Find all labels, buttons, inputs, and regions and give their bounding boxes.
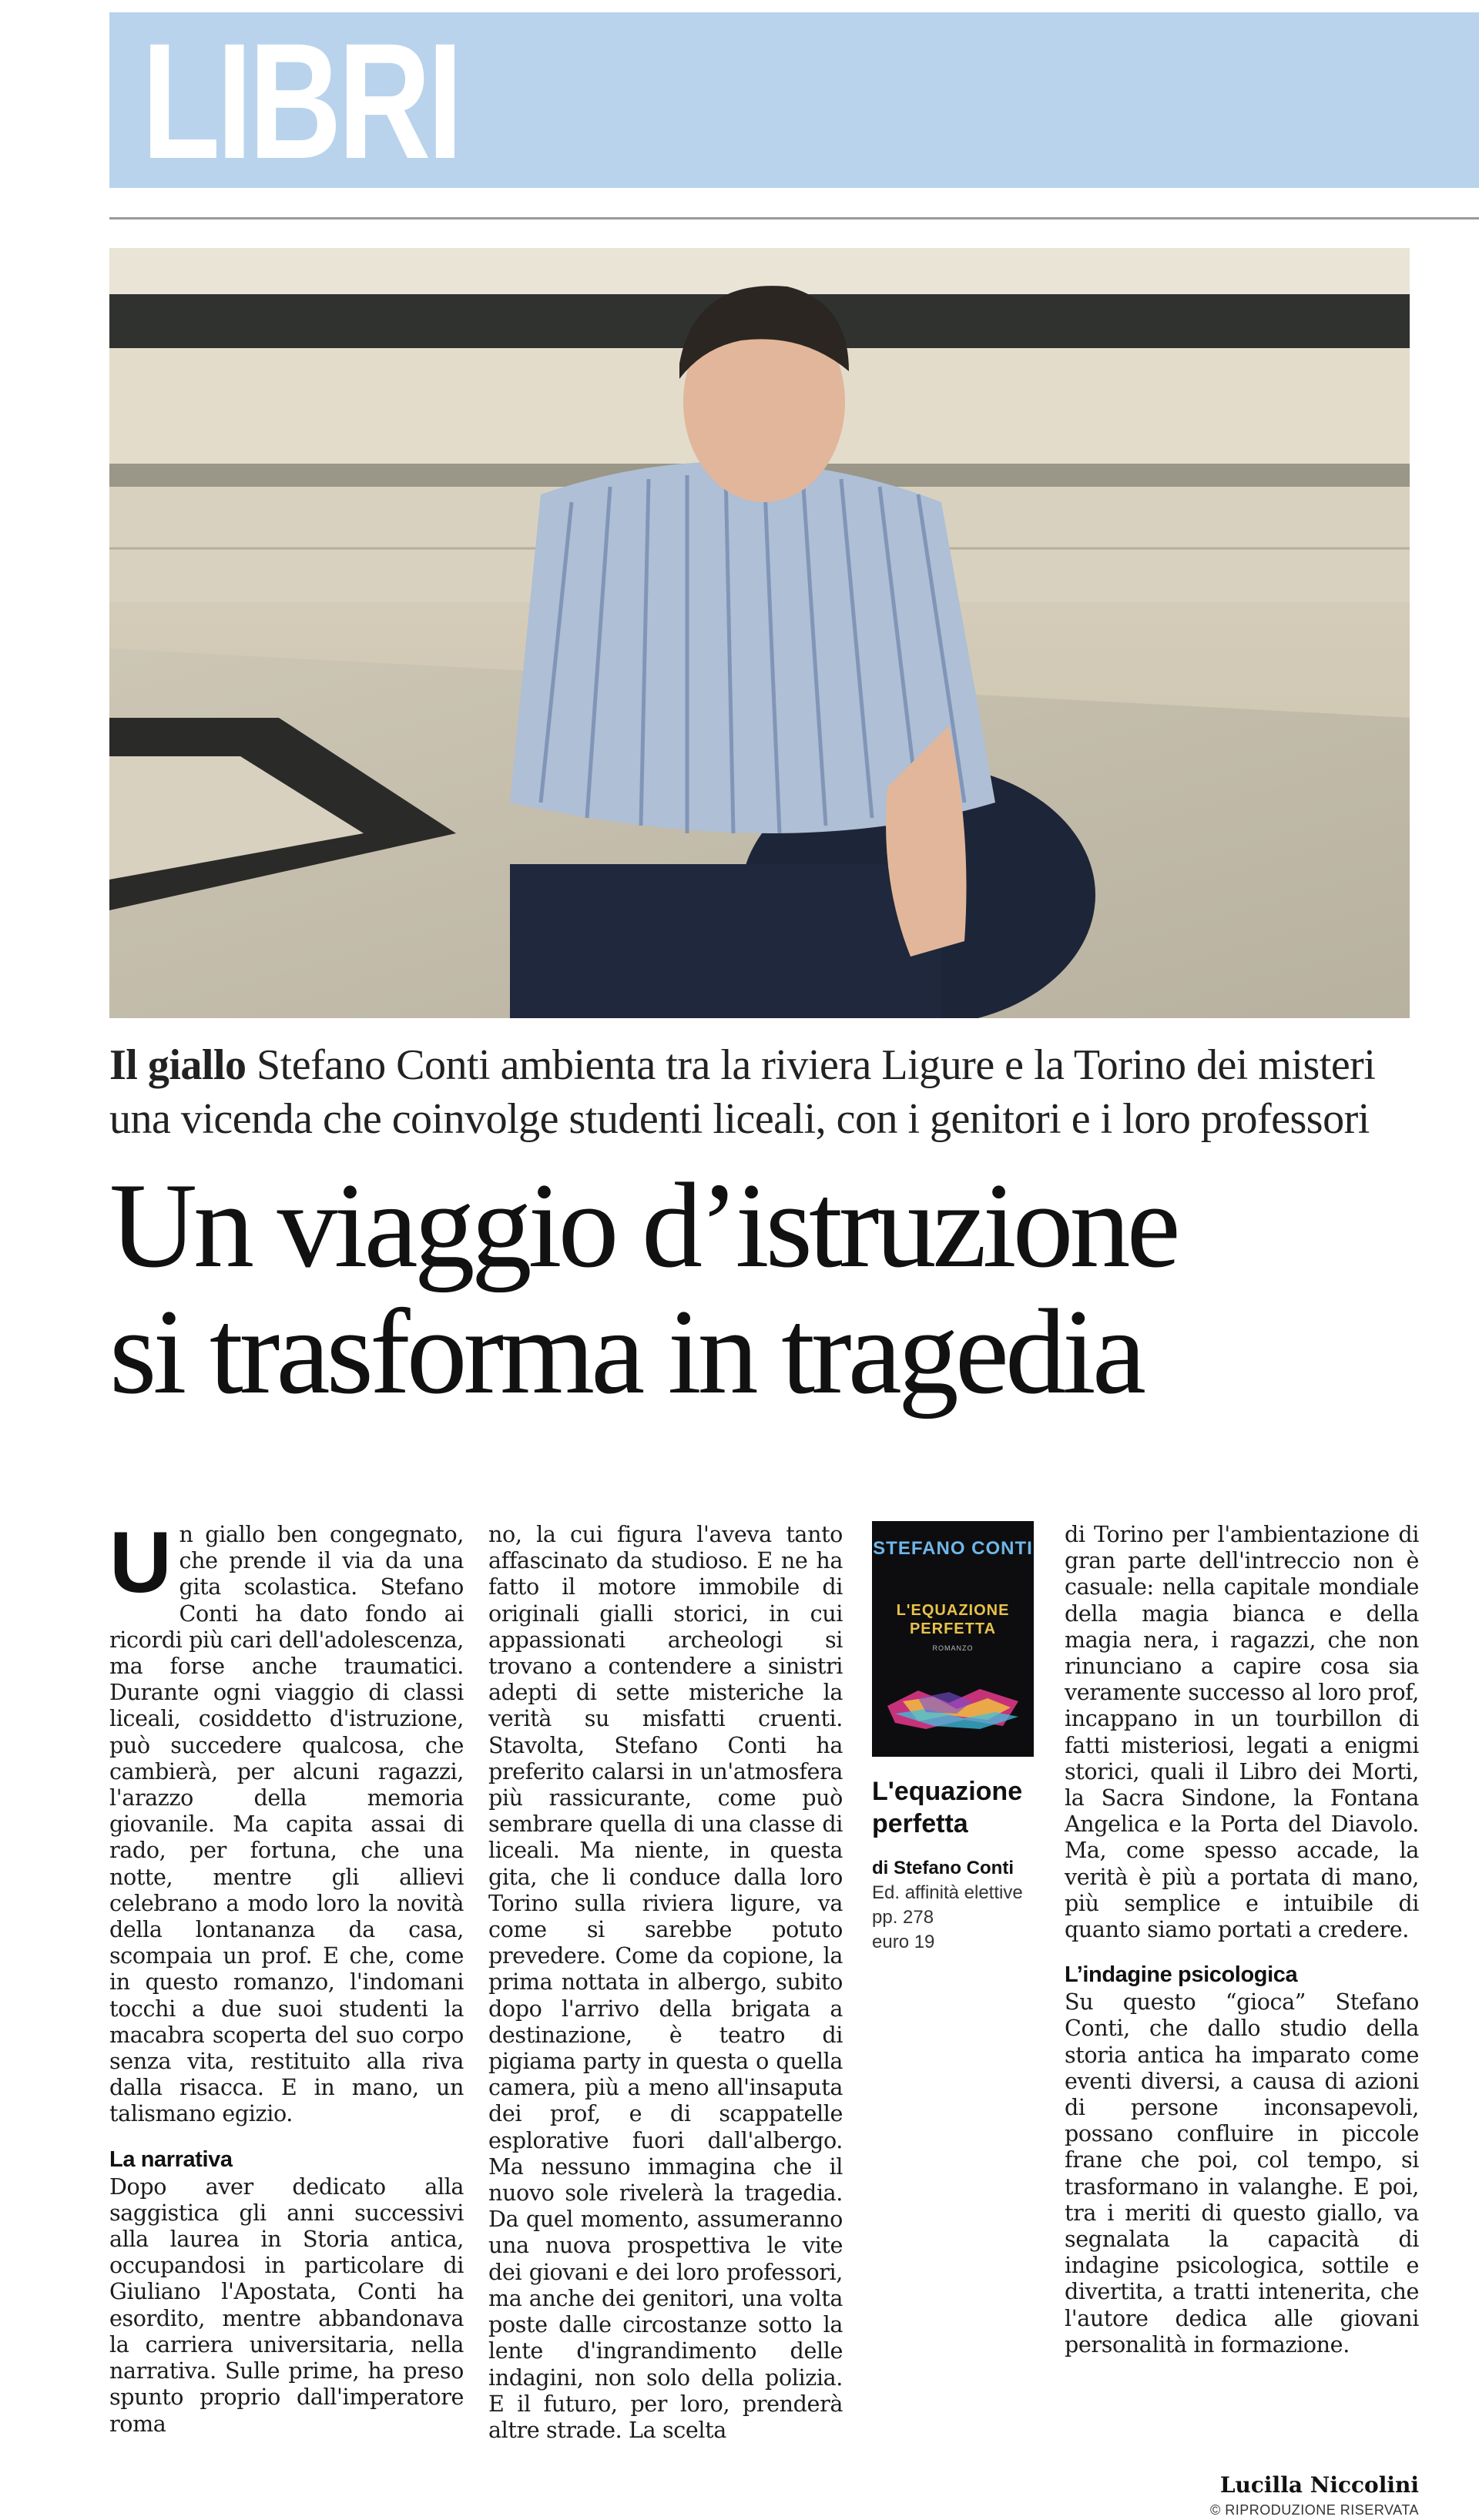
cover-art-icon <box>872 1652 1034 1757</box>
book-publisher: Ed. affinità elettive <box>872 1882 1023 1903</box>
cover-author: STEFANO CONTI <box>873 1538 1033 1559</box>
headline-line-2: si trasforma in tragedia <box>109 1285 1142 1419</box>
book-meta <box>872 1881 1049 1955</box>
book-cover <box>872 1521 1034 1757</box>
byline: Lucilla Niccolini <box>1219 2472 1419 2498</box>
article-paragraph-3: di Torino per l'ambientazione di gran parte dell'intreccio non è casuale: nella capitale mondiale della magia bianca e della magia nera, i ragazzi, che non rinunciano a capire cosa sia veramente successo al loro prof, incappano in un tourbillon di fatti misteriosi, legati a enigmi storici, quali il Libro dei Morti, la Sacra Sindone, la Fontana Angelica e la Porta del Diavolo. Ma, come spesso accade, la verità è più a portata di mano, più semplice e intuibile di quanto siamo portati a credere. <box>1065 1521 1419 1943</box>
book-price: euro 19 <box>872 1932 935 1952</box>
dropcap: U <box>109 1514 172 1610</box>
article-paragraph-1 <box>109 1514 464 2127</box>
article-paragraph-2: Dopo aver dedicato alla saggistica gli anni successivi alla laurea in Storia antica, occupandosi in particolare di Giuliano l'Apostata, Conti ha esordito, mentre abbandonava la carriera universitaria, nella narrativa. Sulle prime, ha preso spunto proprio dall'imperatore roma <box>109 2173 464 2437</box>
kicker <box>109 1038 1419 1146</box>
subhead-indagine: L’indagine psicologica <box>1065 1962 1298 1988</box>
subhead-narrativa: La narrativa <box>109 2146 233 2172</box>
headline-line-1: Un viaggio d’istruzione <box>109 1158 1177 1293</box>
article-column-1 <box>109 1514 464 2437</box>
cover-title: L'EQUAZIONE PERFETTA <box>896 1602 1010 1637</box>
cover-genre: ROMANZO <box>932 1644 974 1652</box>
book-author: di Stefano Conti <box>872 1858 1014 1878</box>
headline <box>109 1158 1465 1419</box>
author-photo <box>109 248 1410 1018</box>
article-paragraph-4: Su questo “gioca” Stefano Conti, che dallo studio della storia antica ha imparato come eventi diversi, a causa di azioni di persone inconsapevoli, possano confluire in piccole frane che poi, col tempo, si trasformano in valanghe. E poi, tra i meriti di questo giallo, va segnalata la capacità di indagine psicologica, sottile e divertita, a tratti intenerita, che l'autore dedica alle giovani personalità in formazione. <box>1065 1989 1419 2357</box>
paragraph-1-text: n giallo ben congegnato, che prende il via da una gita scolastica. Stefano Conti ha dato fondo ai ricordi più cari dell'adolescenza, ma forse anche traumatici. Durante ogni viaggio di classi liceali, cosiddetto d'istruzione, può succedere qualcosa, che cambierà, per alcuni ragazzi, l'arazzo della memoria giovanile. Ma capita assai di rado, per fortuna, che una notte, mentre gli allievi celebrano a modo loro la novità della lontananza da casa, scompaia un prof. E che, come in questo romanzo, l'indomani tocchi a due suoi studenti la macabra scoperta del suo corpo senza vita, restituito alla riva dalla risacca. E in mano, un talismano egizio. <box>109 1521 464 2127</box>
article-column-4 <box>1065 1521 1419 2357</box>
section-label: LIBRI <box>142 9 460 193</box>
copyright-notice: © RIPRODUZIONE RISERVATA <box>1210 2502 1419 2518</box>
article-paragraph-2-continued: no, la cui figura l'aveva tanto affascinato da studioso. E ne ha fatto il motore immobile di originali gialli storici, in cui appassionati archeologi si trovano a contendere a sinistri adepti di sette misteriche la verità su misfatti cruenti. Stavolta, Stefano Conti ha preferito calarsi in un'atmosfera più rassicurante, come può sembrare quella di una classe di liceali. Ma niente, in questa gita, che li conduce dalla loro Torino sulla riviera ligure, va come si sarebbe potuto prevedere. Come da copione, la prima nottata in albergo, subito dopo l'arrivo della brigata a destinazione, è teatro di pigiama party in questa o quella camera, più a meno all'insaputa dei prof, e di scappatelle esplorative fuori dall'albergo. Ma nessuno immagina che il nuovo sole rivelerà la tragedia. Da quel momento, assumeranno una nuova prospettiva le vite dei giovani e dei loro professori, ma anche dei genitori, una volta poste dalle circostanze sotto la lente d'ingrandimento delle indagini, non solo della polizia. E il futuro, per loro, prenderà altre strade. La scelta <box>488 1521 843 2443</box>
kicker-lead: Il giallo <box>109 1041 246 1089</box>
kicker-text: Stefano Conti ambienta tra la riviera Ligure e la Torino dei misteri una vicenda che coinvolge studenti liceali, con i genitori e i loro professori <box>109 1041 1376 1143</box>
book-title: L'equazione perfetta <box>872 1777 1023 1838</box>
header-divider <box>109 217 1479 219</box>
author-portrait-photo <box>109 248 1410 1018</box>
book-pages: pp. 278 <box>872 1907 934 1928</box>
article-column-2 <box>488 1521 843 2443</box>
